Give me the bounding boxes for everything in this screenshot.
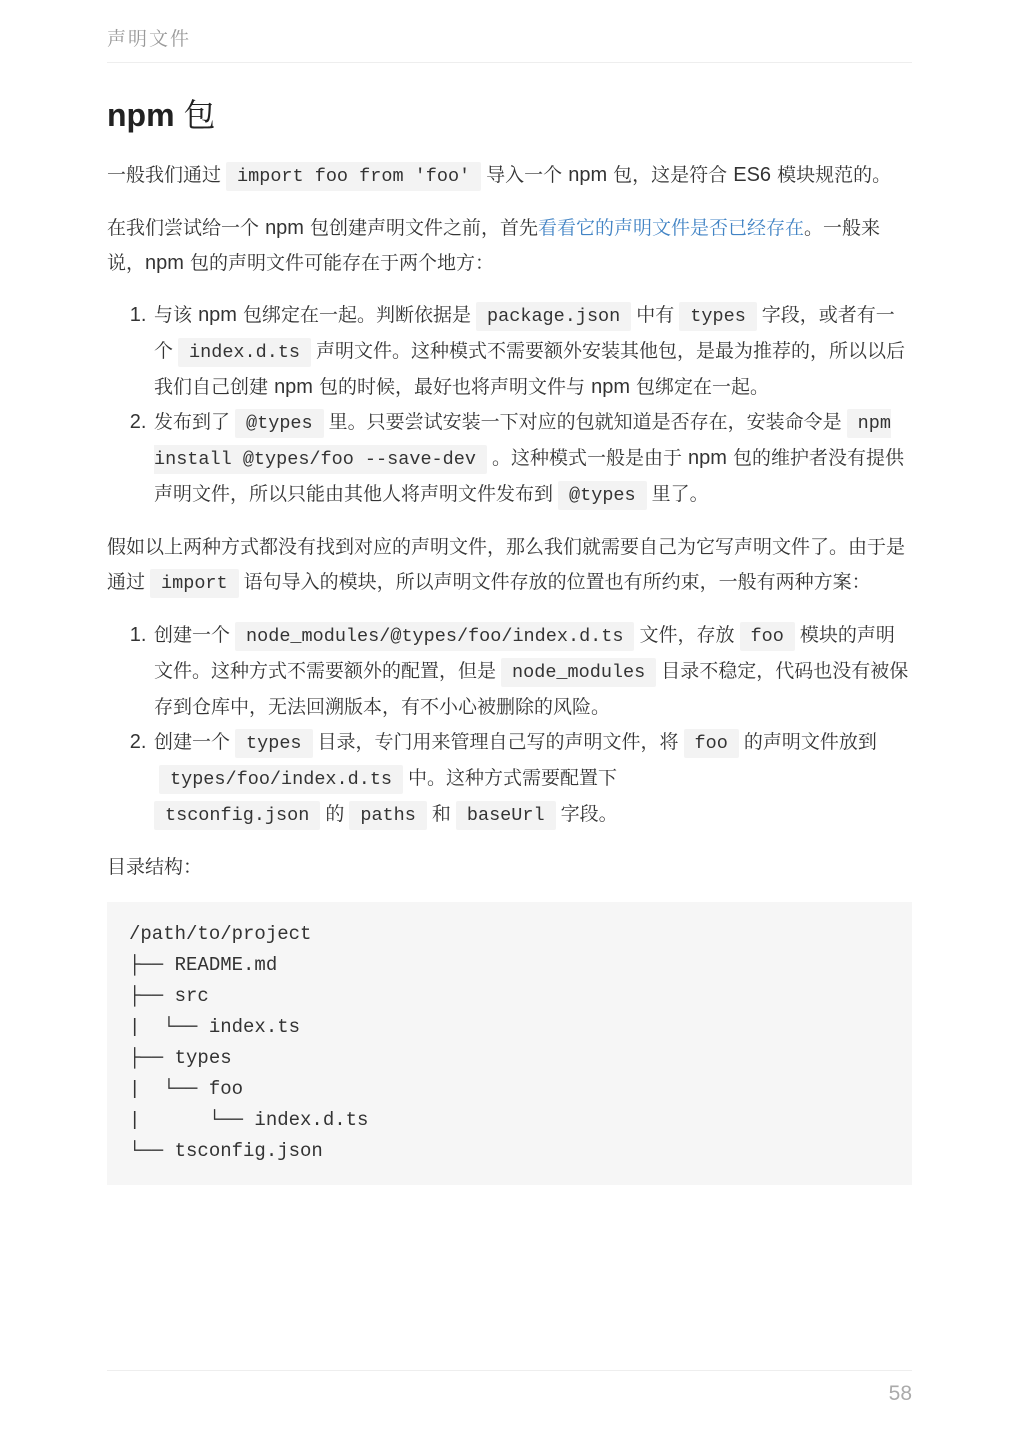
inline-code: foo	[684, 729, 739, 758]
inline-code: import	[150, 569, 239, 598]
options-list	[107, 618, 912, 833]
inline-code: import foo from 'foo'	[226, 162, 481, 191]
inline-code: package.json	[476, 302, 631, 331]
document-body	[107, 158, 912, 1185]
page-number: 58	[888, 1382, 912, 1405]
paragraph-options: 假如以上两种方式都没有找到对应的声明文件，那么我们就需要自己为它写声明文件了。由于是通过 import 语句导入的模块，所以声明文件存放的位置也有所约束，一般有两种方案：	[107, 530, 912, 601]
declaration-check-link[interactable]: 看看它的声明文件是否已经存在	[538, 217, 805, 239]
inline-code: baseUrl	[456, 801, 556, 830]
code-block-directory-tree: /path/to/project ├── README.md ├── src | └── index.ts ├── types | └── foo | └── index.d.ts └── tsconfig.json	[107, 902, 912, 1185]
list-item: 2. 发布到了 @types 里。只要尝试安装一下对应的包就知道是否存在，安装命令是 npm install @types/foo --save-dev 。这种模式一般是由于 npm 包的维护者没有提供声明文件，所以只能由其他人将声明文件发布到 @types 里了。	[152, 405, 912, 513]
inline-code: paths	[349, 801, 427, 830]
paragraph-intro: 一般我们通过 import foo from 'foo' 导入一个 npm 包，这是符合 ES6 模块规范的。	[107, 158, 912, 194]
inline-code: foo	[740, 622, 795, 651]
inline-code: types	[679, 302, 757, 331]
list-item: 1. 创建一个 node_modules/@types/foo/index.d.ts 文件，存放 foo 模块的声明文件。这种方式不需要额外的配置，但是 node_modules 目录不稳定，代码也没有被保存到仓库中，无法回溯版本，有不小心被删除的风险。	[152, 618, 912, 725]
inline-code: index.d.ts	[178, 338, 311, 367]
section-heading: npm 包	[107, 96, 216, 134]
inline-code: npm install @types/foo --save-dev	[154, 409, 891, 474]
footer-divider	[107, 1370, 912, 1371]
list-item: 2. 创建一个 types 目录，专门用来管理自己写的声明文件，将 foo 的声明文件放到types/foo/index.d.ts 中。这种方式需要配置下 tsconfig.json 的 paths 和 baseUrl 字段。	[152, 725, 912, 833]
list-item: 1. 与该 npm 包绑定在一起。判断依据是 package.json 中有 types 字段，或者有一个 index.d.ts 声明文件。这种模式不需要额外安装其他包，是最为推荐的，所以以后我们自己创建 npm 包的时候，最好也将声明文件与 npm 包绑定在一起。	[152, 298, 912, 405]
inline-code: tsconfig.json	[154, 801, 320, 830]
inline-code: node_modules/@types/foo/index.d.ts	[235, 622, 634, 651]
inline-code: @types	[558, 481, 647, 510]
inline-code: node_modules	[501, 658, 656, 687]
inline-code: @types	[235, 409, 324, 438]
inline-code: types/foo/index.d.ts	[159, 765, 403, 794]
paragraph-locations: 在我们尝试给一个 npm 包创建声明文件之前，首先看看它的声明文件是否已经存在。一般来说，npm 包的声明文件可能存在于两个地方：	[107, 217, 881, 274]
locations-list	[107, 298, 912, 513]
inline-code: types	[235, 729, 313, 758]
paragraph-structure-label: 目录结构：	[107, 856, 203, 878]
header-divider	[107, 62, 912, 63]
running-header: 声明文件	[107, 28, 192, 50]
